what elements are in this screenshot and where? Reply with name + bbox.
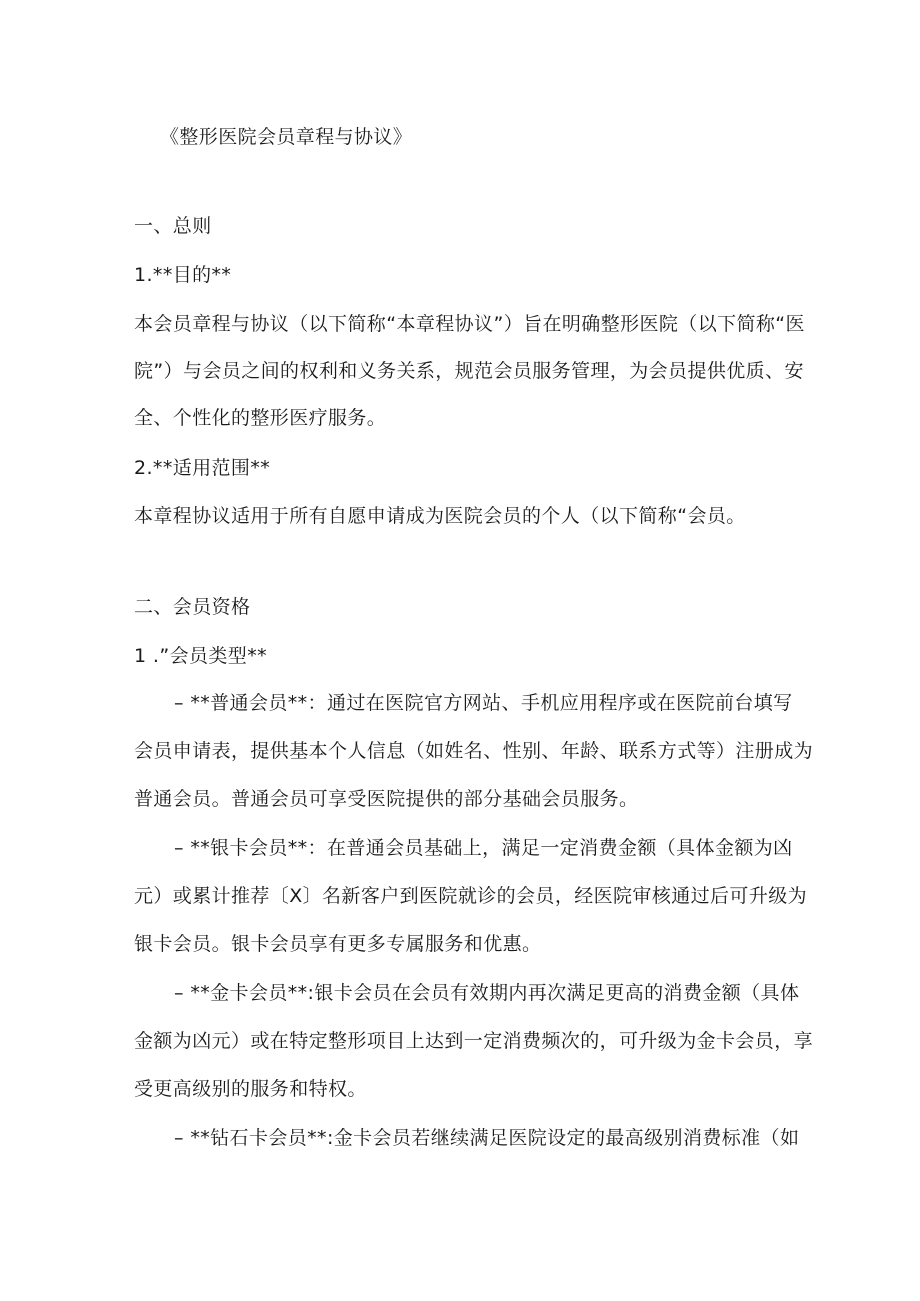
document-title: 《整形医院会员章程与协议》	[160, 126, 413, 148]
paragraph-line: 金额为凶元）或在特定整形项目上达到一定消费频次的，可升级为金卡会员，享	[134, 1030, 814, 1052]
paragraph-line: 院”）与会员之间的权利和义务关系，规范会员服务管理，为会员提供优质、安	[134, 360, 804, 382]
paragraph-line: – **普通会员**：通过在医院官方网站、手机应用程序或在医院前台填写	[174, 692, 793, 714]
paragraph-line: 本会员章程与协议（以下简称“本章程协议”）旨在明确整形医院（以下简称“医	[134, 313, 805, 335]
paragraph-line: 本章程协议适用于所有自愿申请成为医院会员的个人（以下简称“会员。	[134, 505, 746, 527]
paragraph-line: 受更高级别的服务和特权。	[134, 1078, 367, 1100]
paragraph-line: 会员申请表，提供基本个人信息（如姓名、性别、年龄、联系方式等）注册成为	[134, 740, 814, 762]
item-heading-purpose: 1.**目的**	[134, 264, 232, 286]
paragraph-line: 全、个性化的整形医疗服务。	[134, 407, 387, 429]
section-heading-qualification: 二、会员资格	[134, 596, 251, 618]
paragraph-line: 普通会员。普通会员可享受医院提供的部分基础会员服务。	[134, 788, 639, 810]
item-heading-member-types: 1 .”会员类型**	[134, 645, 268, 667]
paragraph-line: 元）或累计推荐〔X〕名新客户到医院就诊的会员，经医院审核通过后可升级为	[134, 885, 808, 907]
item-heading-scope: 2.**适用范围**	[134, 457, 271, 479]
paragraph-line: – **金卡会员**:银卡会员在会员有效期内再次满足更高的消费金额（具体	[174, 982, 800, 1004]
section-heading-general: 一、总则	[134, 215, 212, 237]
paragraph-line: 银卡会员。银卡会员享有更多专属服务和优惠。	[134, 933, 542, 955]
paragraph-line: – **银卡会员**：在普通会员基础上，满足一定消费金额（具体金额为凶	[174, 837, 793, 859]
paragraph-line: – **钻石卡会员**:金卡会员若继续满足医院设定的最高级别消费标准（如	[174, 1127, 800, 1149]
